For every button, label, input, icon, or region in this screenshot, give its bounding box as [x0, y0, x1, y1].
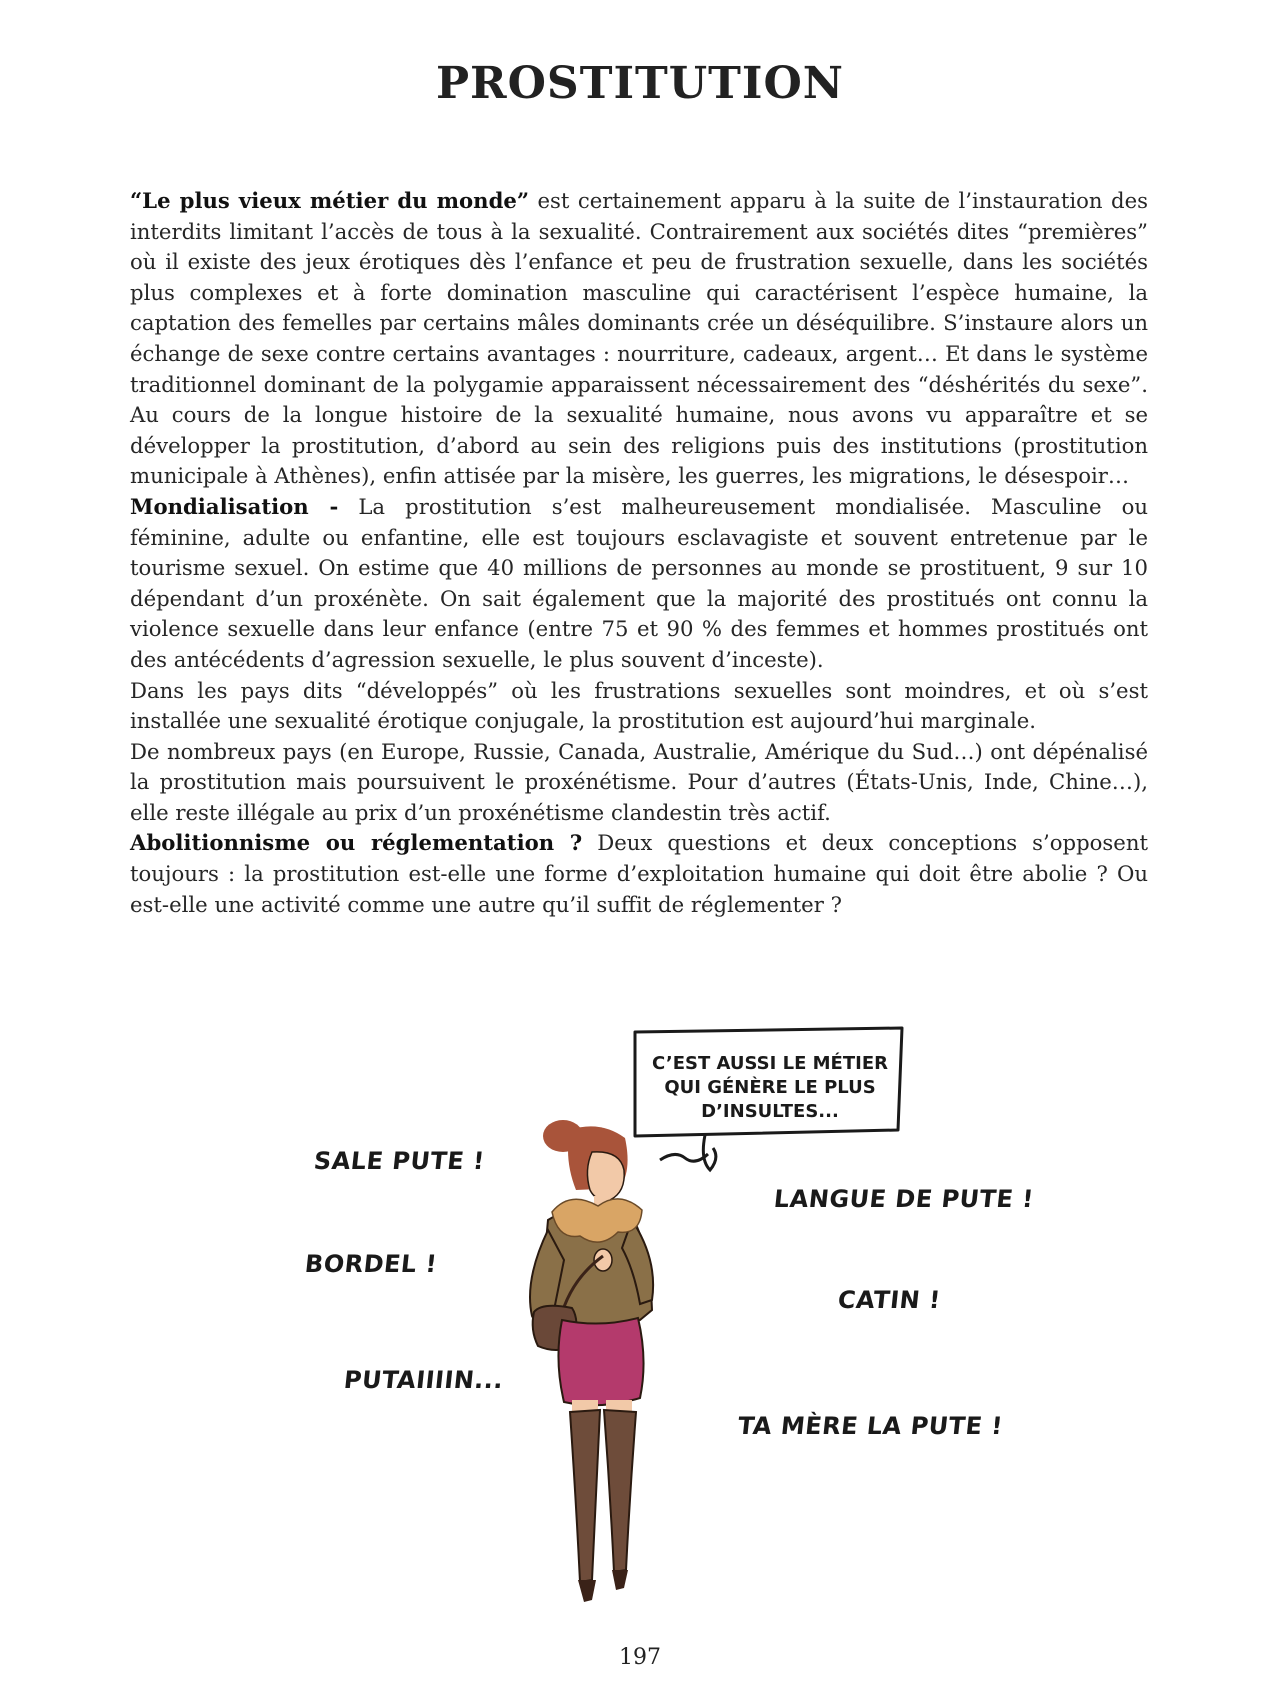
mondialisation-text: La prostitution s’est malheureusement mondialisée. Masculine ou féminine, adulte ou enfantine, elle est toujours esclavagiste et souvent entretenue par le tourisme sexuel. On estime que 40 millions de personnes au monde se prostituent, 9 sur 10 dépendant d’un proxénète. On sait également que la majorité des prostitués ont connu la violence sexuelle dans leur enfance (entre 75 et 90 % des femmes et hommes prostitués ont des antécédents d’agression sexuelle, le plus souvent d’inceste).: [130, 493, 1148, 672]
page-number: 197: [619, 1645, 661, 1670]
intro-lead: “Le plus vieux métier du monde”: [130, 188, 530, 213]
article-body: [130, 186, 1148, 920]
speech-bubble-tail: [703, 1135, 716, 1170]
bubble-line-2: QUI GÉNÈRE LE PLUS: [664, 1077, 876, 1098]
bubble-line-1: C’EST AUSSI LE MÉTIER: [652, 1053, 888, 1074]
abolition-paragraph: [130, 828, 1148, 920]
skirt: [558, 1318, 643, 1405]
intro-text: est certainement apparu à la suite de l’instauration des interdits limitant l’accès de tous à la sexualité. Contrairement aux sociétés dites “premières” où il existe des jeux érotiques dès l’enfance et peu de frustration sexuelle, dans les sociétés plus complexes et à forte domination masculine qui caractérisent l’espèce humaine, la captation des femelles par certains mâles dominants crée un déséquilibre. S’instaure alors un échange de sexe contre certains avantages : nourriture, cadeaux, argent… Et dans le système traditionnel dominant de la polygamie apparaissent nécessairement des “déshérités du sexe”. Au cours de la longue histoire de la sexualité humaine, nous avons vu apparaître et se développer la prostitution, d’abord au sein des religions puis des institutions (prostitution municipale à Athènes), enfin attisée par la misère, les guerres, les migrations, le désespoir…: [130, 188, 1148, 489]
right-boot: [604, 1410, 636, 1572]
pays-paragraph: De nombreux pays (en Europe, Russie, Canada, Australie, Amérique du Sud…) ont dépénalisé la prostitution mais poursuivent le proxénétisme. Pour d’autres (États-Unis, Inde, Chine…), elle reste illégale au prix d’un proxénétisme clandestin très actif.: [130, 738, 1148, 825]
insult-putaiiiin: PUTAIIIIN...: [342, 1366, 505, 1394]
insult-langue-de-pute: LANGUE DE PUTE !: [772, 1185, 1036, 1213]
intro-paragraph: [130, 186, 1148, 492]
developpes-paragraph: Dans les pays dits “développés” où les frustrations sexuelles sont moindres, et où s’est installée une sexualité érotique conjugale, la prostitution est aujourd’hui marginale.: [130, 677, 1148, 734]
face: [587, 1152, 624, 1200]
insult-ta-mere: TA MÈRE LA PUTE !: [736, 1412, 1005, 1440]
left-boot: [570, 1410, 600, 1582]
mondialisation-paragraph: [130, 492, 1148, 676]
woman-figure: [530, 1120, 653, 1602]
insult-sale-pute: SALE PUTE !: [312, 1147, 487, 1175]
bubble-line-3: D’INSULTES...: [701, 1101, 839, 1122]
insult-catin: CATIN !: [836, 1286, 942, 1314]
abolition-text: Deux questions et deux conceptions s’opposent toujours : la prostitution est-elle une forme d’exploitation humaine qui doit être abolie ? Ou est-elle une activité comme une autre qu’il suffit de réglementer ?: [130, 830, 1148, 917]
mondialisation-heading: Mondialisation -: [130, 493, 339, 519]
page-title: PROSTITUTION: [435, 58, 845, 109]
speech-bubble-text: [640, 1052, 900, 1124]
insult-bordel: BORDEL !: [303, 1250, 439, 1278]
abolition-heading: Abolitionnisme ou réglementation ?: [130, 830, 583, 856]
